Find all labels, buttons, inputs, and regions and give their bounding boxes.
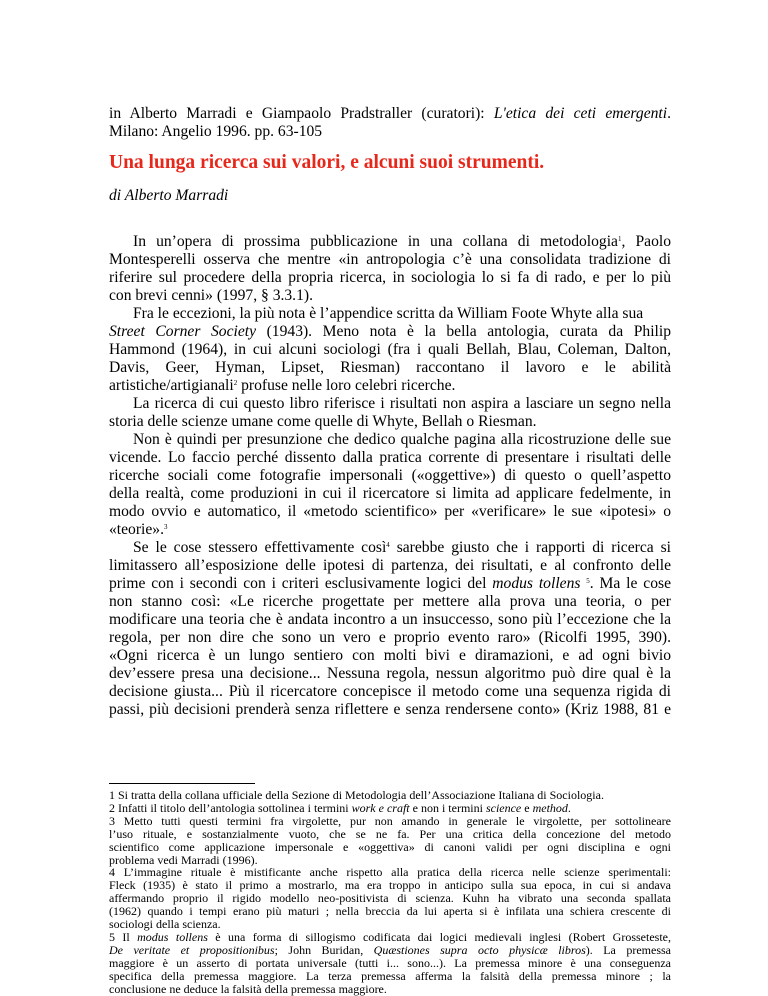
- body-line: Fra le eccezioni, la più nota è l’appendice scritta da William Foote Whyte alla sua: [133, 305, 644, 322]
- body-line: Davis, Geer, Hyman, Lipset, Riesman) raccontano il lavoro e le abilità: [109, 359, 671, 376]
- body-line: In un’opera di prossima pubblicazione in una collana di metodologia$^1$, Paolo: [133, 233, 671, 250]
- footnote-5-cont: maggiore è un asserto di portata universale (tutti i... sono...). La premessa minore è una conseguenza: [109, 955, 671, 970]
- footnote-ref: 2: [233, 379, 238, 387]
- body-line: «Ogni ricerca è un lungo sentiero con molti bivi e diramazioni, e ad ogni bivio: [109, 647, 671, 664]
- citation-line-1: [109, 105, 671, 123]
- body-line: Se le cose stessero effettivamente così$^4$ sarebbe giusto che i rapporti di ricerca si: [133, 539, 671, 556]
- footnote-4-cont: Fleck (1935) è stato il primo a mostrarlo, ma era troppo in anticipo sulla sua epoca, in cui si andava: [109, 878, 671, 893]
- body-line: Hammond (1964), in cui alcuni sociologi (fra i quali Bellah, Blau, Coleman, Dalton,: [109, 341, 671, 358]
- term-italic: modus tollens: [492, 575, 581, 592]
- footnote-3-cont: scientifico come applicazione impersonale e «oggettiva» di canoni validi per ogni disciplina e ogni: [109, 839, 671, 854]
- footnote-3: 3 Metto tutti questi termini fra virgolette, pur non amando in generale le virgolette, per sottolineare: [109, 813, 671, 828]
- body-line: Street Corner Society (1943). Meno nota è la bella antologia, curata da Philip: [109, 323, 671, 340]
- body-line: decisione giusta... Più il ricercatore concepisce il metodo come una sequenza rigida di: [109, 683, 671, 700]
- body-line: con brevi cenni» (1997, § 3.3.1).: [109, 287, 313, 304]
- footnote-4: 4 L’immagine rituale è mistificante anche rispetto alla pratica della ricerca nelle scienze sperimentali:: [109, 865, 671, 880]
- body-line: limitassero all’esposizione delle ipotesi di partenza, dei risultati, e al confronto delle: [109, 557, 671, 574]
- body-line: «teorie».$^3$: [109, 521, 168, 538]
- book-title: Street Corner Society: [109, 323, 257, 340]
- footnote-ref: 4: [386, 541, 390, 549]
- footnote-divider: [109, 783, 255, 784]
- body-line: Montesperelli osserva che mentre «in antropologia c’è una consolidata tradizione di: [109, 251, 671, 268]
- body-line: prime con i secondi con i criteri esclusivamente logici del modus tollens $^5$. Ma le cose: [109, 575, 671, 592]
- footnote-4-cont: affermando proprio il rigido modello neo-positivista di scienza. Kuhn ha vibrato una seconda spallata: [109, 891, 671, 906]
- body-line: riferire sul procedere della propria ricerca, in sociologia lo si fa di rado, e per lo più: [109, 269, 671, 286]
- body-line: non stanno così: «Le ricerche progettate per mettere alla prova una teoria, o per: [109, 593, 671, 610]
- book-title: L'etica dei ceti emergenti: [493, 105, 668, 122]
- body-line: vicende. Lo faccio perché dissento dalla pratica corrente di presentare i risultati delle: [109, 449, 671, 466]
- body-line: storia delle scienze umane come quelle di Whyte, Bellah o Riesman.: [109, 413, 537, 430]
- footnote-ref: 3: [164, 523, 168, 531]
- footnote-5-cont: conclusione ne deduce la falsità della premessa maggiore.: [109, 981, 387, 996]
- body-line: artistiche/artigianali$^2$ profuse nelle loro celebri ricerche.: [109, 377, 456, 394]
- body-line: regola, per non dire che sono un vero e proprio evento raro» (Ricolfi 1995, 390).: [109, 629, 671, 646]
- body-line: Non è quindi per presunzione che dedico qualche pagina alla ricostruzione delle sue: [133, 431, 671, 448]
- body-line: modo ovvio e automatico, il «metodo scientifico» per «verificare» le sue «ipotesi» o: [109, 503, 671, 520]
- body-line: passi, più decisioni prenderà senza riflettere e senza rendersene conto» (Kriz 1988, 81 e: [109, 701, 671, 718]
- article-title: Una lunga ricerca sui valori, e alcuni suoi strumenti.: [109, 152, 545, 173]
- body-line: dev’essere presa una decisione... Nessuna regola, nessun algoritmo può dire qual è la: [109, 665, 671, 682]
- footnote-5-cont: De veritate et propositionibus; John Buridan, Quæstiones supra octo physicæ libros). La premessa: [109, 942, 671, 957]
- body-line: La ricerca di cui questo libro riferisce i risultati non aspira a lasciare un segno nella: [133, 395, 671, 412]
- footnote-5-cont: specifica della premessa maggiore. La terza premessa afferma la falsità della premessa minore ; la: [109, 968, 671, 983]
- citation-text: in Alberto Marradi e Giampaolo Pradstraller (curatori):: [109, 105, 494, 122]
- footnote-2: 2 Infatti il titolo dell’antologia sottolinea i termini work e craft e non i termini science e method.: [109, 800, 571, 815]
- footnote-1: 1 Si tratta della collana ufficiale della Sezione di Metodologia dell’Associazione Italiana di Sociologia.: [109, 788, 604, 802]
- body-line: modificare una teoria che è andata incontro a un insuccesso, sono più l’eccezione che la: [109, 611, 671, 628]
- body-line: della realtà, come produzioni in cui il ricercatore si limita ad applicare fedelmente, in: [109, 485, 671, 502]
- footnote-3-cont: problema vedi Marradi (1996).: [109, 852, 258, 867]
- footnote-5: 5 Il modus tollens è una forma di sillogismo codificata dai logici medievali inglesi (Robert Grosseteste,: [109, 929, 671, 944]
- footnote-ref: 1: [617, 235, 622, 243]
- footnote-ref: 5: [586, 577, 590, 585]
- footnote-4-cont: (1962) quando i tempi erano più maturi ; nella breccia da lui aperta si è infilata una schiera crescente di: [109, 904, 671, 919]
- article-author: di Alberto Marradi: [109, 187, 229, 204]
- citation-text: .: [667, 105, 671, 122]
- footnote-3-cont: l’uso rituale, e sostanzialmente vuoto, che se ne fa. Per una critica della concezione del metodo: [109, 826, 671, 841]
- body-line: ricerche sociali come fotografie impersonali («oggettive») di questo o quell’aspetto: [109, 467, 671, 484]
- citation-line-2: Milano: Angelio 1996. pp. 63-105: [109, 123, 323, 140]
- footnote-4-cont: sociologi della scienza.: [109, 917, 221, 931]
